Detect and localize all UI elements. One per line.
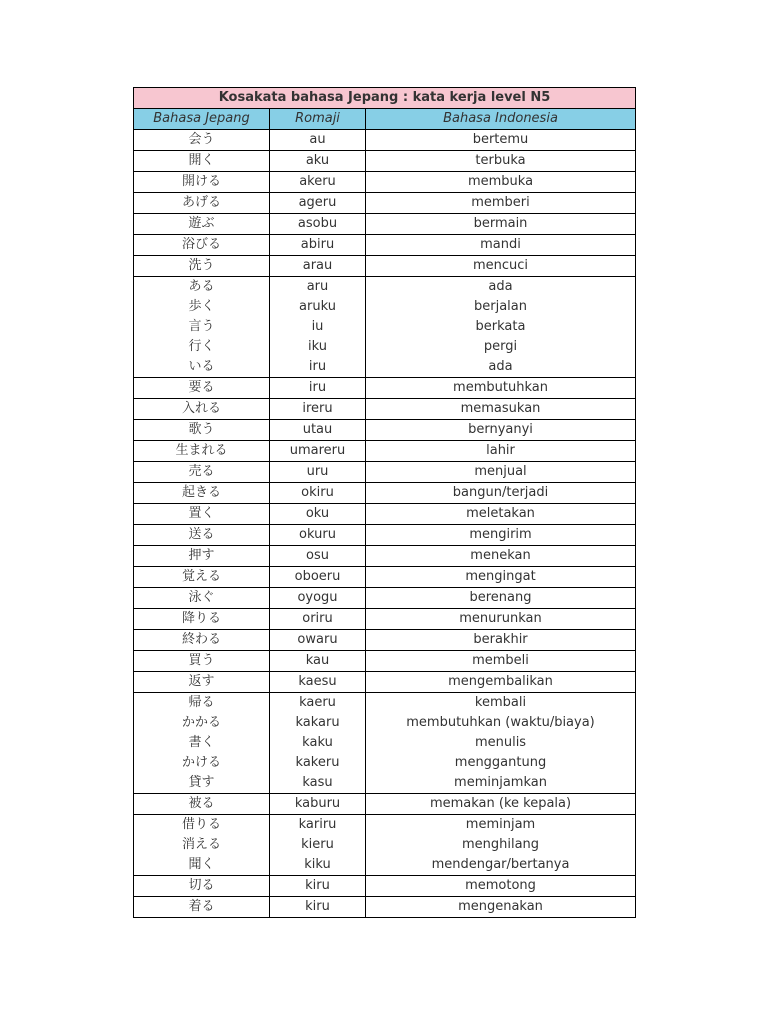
cell-japanese: 貸す	[134, 773, 270, 794]
cell-japanese: 生まれる	[134, 441, 270, 462]
table-row	[134, 235, 636, 256]
cell-romaji: oyogu	[270, 588, 366, 609]
cell-japanese: 要る	[134, 378, 270, 399]
cell-indonesian: memotong	[366, 876, 636, 897]
table-row	[134, 672, 636, 693]
table-row	[134, 337, 636, 357]
cell-japanese: 降りる	[134, 609, 270, 630]
table-row	[134, 504, 636, 525]
cell-indonesian: meletakan	[366, 504, 636, 525]
cell-romaji: abiru	[270, 235, 366, 256]
table-row	[134, 172, 636, 193]
cell-romaji: oriru	[270, 609, 366, 630]
cell-japanese: 帰る	[134, 693, 270, 714]
cell-japanese: 起きる	[134, 483, 270, 504]
cell-romaji: arau	[270, 256, 366, 277]
cell-japanese: 歩く	[134, 297, 270, 317]
cell-japanese: 開く	[134, 151, 270, 172]
cell-indonesian: kembali	[366, 693, 636, 714]
cell-indonesian: membutuhkan (waktu/biaya)	[366, 713, 636, 733]
table-row	[134, 588, 636, 609]
table-row	[134, 214, 636, 235]
cell-indonesian: mengirim	[366, 525, 636, 546]
cell-japanese: 書く	[134, 733, 270, 753]
cell-indonesian: mencuci	[366, 256, 636, 277]
cell-romaji: aku	[270, 151, 366, 172]
cell-romaji: aru	[270, 277, 366, 298]
table-row	[134, 399, 636, 420]
cell-romaji: asobu	[270, 214, 366, 235]
table-header-row	[134, 109, 636, 130]
table-row	[134, 609, 636, 630]
cell-indonesian: ada	[366, 277, 636, 298]
cell-japanese: 言う	[134, 317, 270, 337]
cell-indonesian: menekan	[366, 546, 636, 567]
cell-romaji: kakaru	[270, 713, 366, 733]
cell-japanese: ある	[134, 277, 270, 298]
cell-romaji: kaeru	[270, 693, 366, 714]
cell-indonesian: berenang	[366, 588, 636, 609]
cell-romaji: kieru	[270, 835, 366, 855]
cell-japanese: いる	[134, 357, 270, 378]
cell-indonesian: menghilang	[366, 835, 636, 855]
cell-romaji: kiru	[270, 897, 366, 918]
cell-indonesian: membeli	[366, 651, 636, 672]
cell-romaji: iru	[270, 357, 366, 378]
cell-romaji: ageru	[270, 193, 366, 214]
header-indonesian: Bahasa Indonesia	[366, 109, 636, 130]
cell-indonesian: bangun/terjadi	[366, 483, 636, 504]
cell-indonesian: bermain	[366, 214, 636, 235]
cell-japanese: 洗う	[134, 256, 270, 277]
cell-romaji: okiru	[270, 483, 366, 504]
cell-romaji: ireru	[270, 399, 366, 420]
cell-romaji: akeru	[270, 172, 366, 193]
table-row	[134, 876, 636, 897]
cell-indonesian: mendengar/bertanya	[366, 855, 636, 876]
cell-indonesian: ada	[366, 357, 636, 378]
cell-japanese: 着る	[134, 897, 270, 918]
cell-romaji: umareru	[270, 441, 366, 462]
cell-japanese: 開ける	[134, 172, 270, 193]
table-row	[134, 815, 636, 836]
cell-romaji: iku	[270, 337, 366, 357]
cell-romaji: kiku	[270, 855, 366, 876]
cell-japanese: 返す	[134, 672, 270, 693]
table-row	[134, 794, 636, 815]
cell-indonesian: mengenakan	[366, 897, 636, 918]
cell-indonesian: memberi	[366, 193, 636, 214]
table-row	[134, 546, 636, 567]
cell-indonesian: bernyanyi	[366, 420, 636, 441]
cell-japanese: 会う	[134, 130, 270, 151]
cell-romaji: oboeru	[270, 567, 366, 588]
cell-indonesian: pergi	[366, 337, 636, 357]
cell-romaji: kasu	[270, 773, 366, 794]
cell-indonesian: membuka	[366, 172, 636, 193]
cell-indonesian: berakhir	[366, 630, 636, 651]
cell-romaji: kakeru	[270, 753, 366, 773]
cell-japanese: かける	[134, 753, 270, 773]
cell-romaji: aruku	[270, 297, 366, 317]
cell-romaji: kariru	[270, 815, 366, 836]
cell-indonesian: berjalan	[366, 297, 636, 317]
cell-japanese: 浴びる	[134, 235, 270, 256]
cell-romaji: okuru	[270, 525, 366, 546]
cell-japanese: 歌う	[134, 420, 270, 441]
cell-romaji: kiru	[270, 876, 366, 897]
table-row	[134, 357, 636, 378]
cell-indonesian: berkata	[366, 317, 636, 337]
table-row	[134, 525, 636, 546]
cell-japanese: 消える	[134, 835, 270, 855]
cell-romaji: kaku	[270, 733, 366, 753]
table-row	[134, 256, 636, 277]
cell-japanese: 終わる	[134, 630, 270, 651]
cell-japanese: 遊ぶ	[134, 214, 270, 235]
table-row	[134, 441, 636, 462]
cell-indonesian: menulis	[366, 733, 636, 753]
cell-japanese: 入れる	[134, 399, 270, 420]
cell-indonesian: meminjamkan	[366, 773, 636, 794]
table-row	[134, 317, 636, 337]
table-body	[134, 88, 636, 918]
table-row	[134, 773, 636, 794]
cell-japanese: 買う	[134, 651, 270, 672]
cell-indonesian: mengembalikan	[366, 672, 636, 693]
cell-romaji: kaburu	[270, 794, 366, 815]
cell-indonesian: mandi	[366, 235, 636, 256]
cell-japanese: 売る	[134, 462, 270, 483]
cell-japanese: 被る	[134, 794, 270, 815]
cell-indonesian: mengingat	[366, 567, 636, 588]
cell-indonesian: terbuka	[366, 151, 636, 172]
table-row	[134, 420, 636, 441]
cell-romaji: kau	[270, 651, 366, 672]
vocab-table	[133, 87, 636, 918]
cell-romaji: osu	[270, 546, 366, 567]
table-row	[134, 277, 636, 298]
cell-japanese: 行く	[134, 337, 270, 357]
cell-romaji: kaesu	[270, 672, 366, 693]
cell-indonesian: memasukan	[366, 399, 636, 420]
table-row	[134, 193, 636, 214]
cell-japanese: 押す	[134, 546, 270, 567]
cell-romaji: iu	[270, 317, 366, 337]
cell-romaji: oku	[270, 504, 366, 525]
header-romaji: Romaji	[270, 109, 366, 130]
cell-indonesian: bertemu	[366, 130, 636, 151]
table-row	[134, 651, 636, 672]
cell-japanese: 泳ぐ	[134, 588, 270, 609]
cell-japanese: 置く	[134, 504, 270, 525]
cell-japanese: かかる	[134, 713, 270, 733]
cell-romaji: au	[270, 130, 366, 151]
table-row	[134, 753, 636, 773]
table-row	[134, 297, 636, 317]
table-row	[134, 483, 636, 504]
cell-japanese: 送る	[134, 525, 270, 546]
table-row	[134, 130, 636, 151]
cell-indonesian: menggantung	[366, 753, 636, 773]
cell-indonesian: memakan (ke kepala)	[366, 794, 636, 815]
table-row	[134, 462, 636, 483]
table-row	[134, 630, 636, 651]
cell-japanese: 借りる	[134, 815, 270, 836]
cell-romaji: owaru	[270, 630, 366, 651]
cell-japanese: 覚える	[134, 567, 270, 588]
cell-romaji: utau	[270, 420, 366, 441]
table-row	[134, 567, 636, 588]
cell-romaji: uru	[270, 462, 366, 483]
table-row	[134, 897, 636, 918]
cell-japanese: あげる	[134, 193, 270, 214]
cell-indonesian: lahir	[366, 441, 636, 462]
cell-indonesian: membutuhkan	[366, 378, 636, 399]
table-row	[134, 151, 636, 172]
cell-romaji: iru	[270, 378, 366, 399]
cell-indonesian: menjual	[366, 462, 636, 483]
table-row	[134, 835, 636, 855]
table-row	[134, 733, 636, 753]
cell-indonesian: menurunkan	[366, 609, 636, 630]
cell-japanese: 切る	[134, 876, 270, 897]
table-title: Kosakata bahasa Jepang : kata kerja level N5	[134, 88, 636, 109]
header-japanese: Bahasa Jepang	[134, 109, 270, 130]
table-title-row	[134, 88, 636, 109]
cell-indonesian: meminjam	[366, 815, 636, 836]
cell-japanese: 聞く	[134, 855, 270, 876]
table-row	[134, 693, 636, 714]
table-row	[134, 855, 636, 876]
table-row	[134, 378, 636, 399]
table-row	[134, 713, 636, 733]
